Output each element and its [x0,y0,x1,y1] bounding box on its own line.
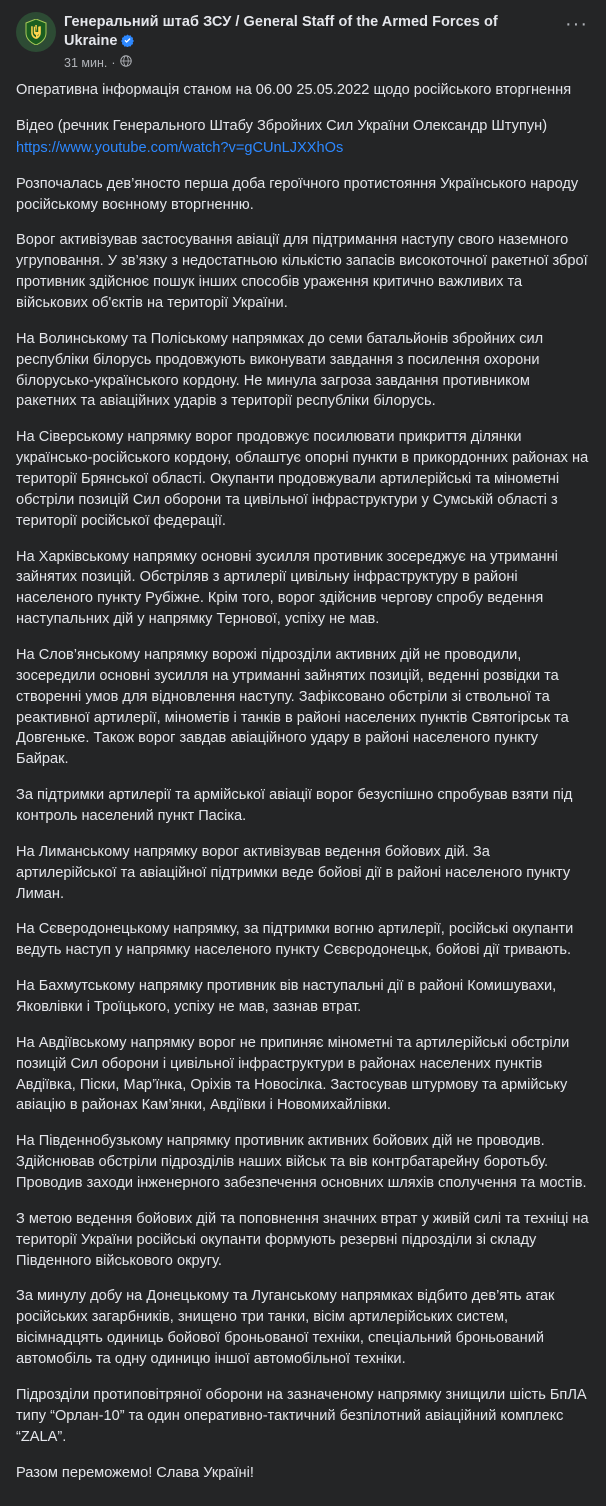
post-header [0,0,606,74]
post-paragraph: На Сєверодонецькому напрямку, за підтримки вогню артилерії, російські окупанти ведуть наступ у напрямку населеного пункту Сєвєродонецьк, бойові дії тривають. [16,921,574,959]
post-paragraph: На Південнобузькому напрямку противник активних бойових дій не проводив. Здійснював обстріли підрозділів наших військ та вів контрбатарейну боротьбу. Проводив заходи інженерного забезпечення основних шляхів сполучення та мостів. [16,1133,587,1192]
post-paragraph: На Волинському та Поліському напрямках до семи батальйонів збройних сил республіки білорусь продовжують виконувати завдання з посилення охорони білорусько-українського кордону. Не минула загроза завдання противником ракетних та авіаційних ударів з території республіки білорусь. [16,330,544,410]
post-paragraph: На Сіверському напрямку ворог продовжує посилювати прикриття ділянки українсько-російського кордону, облаштує опорні пункти в прикордонних районах на території Брянської області. Окупанти продовжували артилерійські та мінометні обстріли позицій Сил оборони та цивільної інфраструктури у Сумській області з території російської федерації. [16,429,589,529]
post-paragraph: Підрозділи протиповітряної оборони на зазначеному напрямку знищили шість БпЛА типу “Орлан-10” та один оперативно-тактичний безпілотний авіаційний комплекс “ZALA”. [16,1386,587,1445]
post-paragraph: Разом переможемо! Слава Україні! [16,1464,254,1481]
post-paragraph: На Бахмутському напрямку противник вів наступальні дії в районі Комишувахи, Яковлівки і Троїцького, успіху не мав, зазнав втрат. [16,978,557,1016]
post-body [0,74,606,1483]
post-paragraph: На Слов’янському напрямку ворожі підрозділи активних дій не проводили, зосередили основні зусилля на утриманні зайнятих позицій, веденні розвідки та створенні умов для відновлення наступу. Зафіксовано обстріли зі ствольної та реактивної артилерії, мінометів і танків в районі населених пунктів Святогірськ та Довгеньке. Також ворог завдав авіаційного удару в районі населеного пункту Байрак. [16,647,569,768]
page-name-text: Генеральний штаб ЗСУ / General Staff of the Armed Forces of Ukraine [64,14,498,49]
youtube-link[interactable]: https://www.youtube.com/watch?v=gCUnLJXXhOs [16,139,344,156]
post-paragraph: За підтримки артилерії та армійської авіації ворог безуспішно спробував взяти під контроль населений пункт Пасіка. [16,787,573,825]
meta-separator: · [111,55,116,70]
post-paragraph: На Авдіївському напрямку ворог не припиняє мінометні та артилерійські обстріли позицій Сил оборони і цивільної інфраструктури в районах населених пунктів Авдіївка, Піски, Мар’їнка, Оріхів та Новосілка. Застосував штурмову та армійську авіацію в районах Кам’янки, Авдіївки і Новомихайлівки. [16,1034,570,1114]
post-options-button[interactable]: ··· [565,13,588,35]
post-paragraph: Оперативна інформація станом на 06.00 25.05.2022 щодо російського вторгнення [16,82,572,99]
post-paragraph: Відео (речник Генерального Штабу Збройних Сил України Олександр Штупун) [16,117,548,134]
avatar[interactable] [16,12,56,52]
post-timestamp[interactable]: 31 мин. [64,55,108,70]
post-meta [64,55,555,70]
globe-icon[interactable] [120,55,132,70]
post-paragraph: На Харківському напрямку основні зусилля противник зосереджує на утриманні зайнятих позицій. Обстріляв з артилерії цивільну інфраструктуру в районі населеного пункту Рубіжне. Крім того, ворог здійснив чергову спробу ведення наступальних дій у напрямку Тернової, успіху не мав. [16,548,558,628]
post-paragraph: З метою ведення бойових дій та поповнення значних втрат у живій силі та техніці на території України російські окупанти формують резервні підрозділи зі складу Південного військового округу. [16,1210,589,1269]
post-link-paragraph [16,138,590,159]
post-paragraph: За минулу добу на Донецькому та Луганському напрямках відбито дев’ять атак російських загарбників, знищено три танки, вісім артилерійських систем, вісімнадцять одиниць бойової броньованої техніки, спеціальний броньований автомобіль та одну одиницю іншої автомобільної техніки. [16,1288,555,1368]
post-paragraph: Розпочалась дев’яносто перша доба героїчного протистояння Українського народу російському воєнному вторгненню. [16,175,579,213]
post-header-text [64,12,555,70]
verified-badge-icon [121,34,134,53]
post-paragraph: Ворог активізував застосування авіації для підтримання наступу свого наземного угруповання. У зв’язку з недостатньою кількістю запасів високоточної ракетної зброї противник здійснює пошук інших способів ураження критично важливих та військових об'єктів на території України. [16,232,588,311]
page-name[interactable] [64,13,555,52]
ukraine-trident-crest-icon [25,19,47,45]
post-paragraph: На Лиманському напрямку ворог активізував ведення бойових дій. За артилерійської та авіаційної підтримки веде бойові дії в районі населеного пункту Лиман. [16,843,571,902]
